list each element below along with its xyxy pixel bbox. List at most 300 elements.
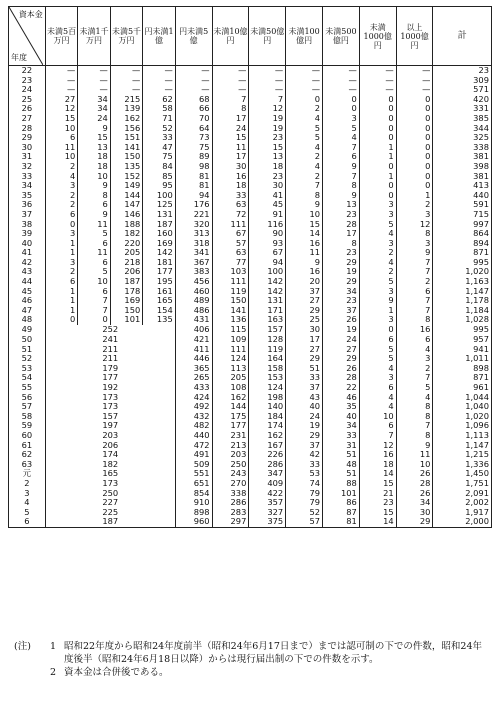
value-cell: 898 xyxy=(433,364,492,374)
value-cell: — xyxy=(45,66,77,76)
value-cell: 7 xyxy=(396,421,433,431)
value-cell: 187 xyxy=(143,220,175,230)
year-cell: 35 xyxy=(9,191,46,201)
value-cell: 162 xyxy=(110,114,142,124)
table-row xyxy=(9,354,492,364)
value-cell: 52 xyxy=(143,124,175,134)
value-cell: 34 xyxy=(78,104,110,114)
value-cell: 29 xyxy=(323,277,360,287)
value-cell: 101 xyxy=(110,315,142,325)
value-cell: 15 xyxy=(249,143,286,153)
value-cell: 1 xyxy=(45,248,77,258)
value-cell: 3 xyxy=(359,210,396,220)
header-row xyxy=(9,7,492,66)
table-row xyxy=(9,229,492,239)
value-cell: 1,113 xyxy=(433,431,492,441)
year-cell: 38 xyxy=(9,220,46,230)
value-cell: 71 xyxy=(143,114,175,124)
value-cell: 28 xyxy=(323,373,360,383)
value-cell: 165 xyxy=(143,296,175,306)
col-header: 円未満1億 xyxy=(143,7,175,66)
value-cell: 42 xyxy=(286,450,323,460)
value-cell: 398 xyxy=(433,162,492,172)
value-cell: 5 xyxy=(323,124,360,134)
value-cell: 424 xyxy=(175,393,212,403)
value-cell: 0 xyxy=(323,95,360,105)
value-cell: 0 xyxy=(78,315,110,325)
value-cell: 37 xyxy=(286,383,323,393)
value-cell: 227 xyxy=(45,498,175,508)
value-cell: 375 xyxy=(249,517,286,527)
value-cell: 98 xyxy=(175,162,212,172)
value-cell: 203 xyxy=(45,431,175,441)
value-cell: 0 xyxy=(359,104,396,114)
note-item xyxy=(14,640,490,666)
value-cell: 62 xyxy=(143,95,175,105)
note-text: 昭和22年度から昭和24年度前半（昭和24年6月17日まで）までは認可制の下での件数，昭和24年度後半（昭和24年6月18日以降）からは現行届出制の下での件数を示す。 xyxy=(64,641,482,665)
value-cell: 381 xyxy=(433,172,492,182)
year-cell: 27 xyxy=(9,114,46,124)
value-cell: 320 xyxy=(175,220,212,230)
value-cell: 10 xyxy=(359,412,396,422)
value-cell: 33 xyxy=(286,373,323,383)
value-cell: 188 xyxy=(110,220,142,230)
value-cell: 2 xyxy=(45,200,77,210)
value-cell: 103 xyxy=(212,267,249,277)
value-cell: 45 xyxy=(249,200,286,210)
value-cell: 47 xyxy=(143,143,175,153)
year-cell: 47 xyxy=(9,306,46,316)
value-cell: 40 xyxy=(323,412,360,422)
value-cell: — xyxy=(110,66,142,76)
value-cell: 18 xyxy=(212,181,249,191)
value-cell: 177 xyxy=(212,421,249,431)
value-cell: 3 xyxy=(45,181,77,191)
value-cell: 33 xyxy=(143,133,175,143)
value-cell: 2,091 xyxy=(433,489,492,499)
value-cell: 7 xyxy=(396,373,433,383)
value-cell: 167 xyxy=(249,441,286,451)
value-cell: 94 xyxy=(175,191,212,201)
value-cell: — xyxy=(212,66,249,76)
table-row xyxy=(9,421,492,431)
year-cell: 22 xyxy=(9,66,46,76)
value-cell: 10 xyxy=(396,460,433,470)
value-cell: 19 xyxy=(286,421,323,431)
table-row xyxy=(9,335,492,345)
value-cell: 1,020 xyxy=(433,412,492,422)
value-cell: 250 xyxy=(45,489,175,499)
corner-capital-label: 資本金 xyxy=(18,10,43,19)
value-cell: 6 xyxy=(396,335,433,345)
value-cell: 1,917 xyxy=(433,508,492,518)
table-row xyxy=(9,277,492,287)
value-cell: 221 xyxy=(175,210,212,220)
value-cell: 48 xyxy=(323,460,360,470)
value-cell: 347 xyxy=(249,469,286,479)
value-cell: 19 xyxy=(323,267,360,277)
value-cell: — xyxy=(249,66,286,76)
value-cell: 100 xyxy=(249,267,286,277)
value-cell: 211 xyxy=(45,354,175,364)
value-cell: 1,184 xyxy=(433,306,492,316)
value-cell: 12 xyxy=(249,104,286,114)
value-cell: — xyxy=(78,66,110,76)
value-cell: 871 xyxy=(433,373,492,383)
value-cell: 16 xyxy=(286,267,323,277)
value-cell: 67 xyxy=(249,248,286,258)
year-cell: 45 xyxy=(9,287,46,297)
value-cell: 70 xyxy=(175,114,212,124)
value-cell: 18 xyxy=(78,162,110,172)
value-cell: 4 xyxy=(359,364,396,374)
value-cell: 871 xyxy=(433,248,492,258)
value-cell: 338 xyxy=(433,143,492,153)
value-cell: 8 xyxy=(286,191,323,201)
year-cell: 2 xyxy=(9,479,46,489)
value-cell: 29 xyxy=(286,354,323,364)
value-cell: 15 xyxy=(359,508,396,518)
value-cell: 18 xyxy=(249,162,286,172)
value-cell: 142 xyxy=(249,277,286,287)
value-cell: 149 xyxy=(110,181,142,191)
value-cell: 0 xyxy=(45,315,77,325)
year-cell: 23 xyxy=(9,76,46,86)
value-cell: — xyxy=(45,85,77,95)
value-cell: 34 xyxy=(396,498,433,508)
value-cell: 33 xyxy=(323,431,360,441)
value-cell: 3 xyxy=(396,354,433,364)
year-cell: 49 xyxy=(9,325,46,335)
value-cell: 34 xyxy=(323,421,360,431)
value-cell: 9 xyxy=(396,248,433,258)
value-cell: 406 xyxy=(175,325,212,335)
value-cell: 24 xyxy=(286,412,323,422)
value-cell: 9 xyxy=(78,210,110,220)
value-cell: 77 xyxy=(212,258,249,268)
value-cell: 23 xyxy=(323,210,360,220)
value-cell: 158 xyxy=(249,364,286,374)
value-cell: 64 xyxy=(175,124,212,134)
value-cell: 14 xyxy=(359,469,396,479)
value-cell: 53 xyxy=(286,469,323,479)
value-cell: 864 xyxy=(433,229,492,239)
value-cell: 0 xyxy=(396,114,433,124)
value-cell: 162 xyxy=(249,431,286,441)
value-cell: 206 xyxy=(45,441,175,451)
value-cell: 24 xyxy=(323,335,360,345)
col-header: 未満50億円 xyxy=(249,7,286,66)
value-cell: 2 xyxy=(359,267,396,277)
value-cell: 220 xyxy=(110,239,142,249)
value-cell: 15 xyxy=(359,479,396,489)
value-cell: 8 xyxy=(323,181,360,191)
value-cell: — xyxy=(323,76,360,86)
value-cell: 9 xyxy=(396,441,433,451)
value-cell: 7 xyxy=(323,143,360,153)
value-cell: 1,751 xyxy=(433,479,492,489)
value-cell: 0 xyxy=(396,181,433,191)
value-cell: 309 xyxy=(433,76,492,86)
value-cell: 331 xyxy=(433,104,492,114)
value-cell: 2 xyxy=(45,267,77,277)
value-cell: 2,002 xyxy=(433,498,492,508)
value-cell: 894 xyxy=(433,239,492,249)
year-cell: 61 xyxy=(9,441,46,451)
year-cell: 26 xyxy=(9,104,46,114)
value-cell: 147 xyxy=(110,200,142,210)
value-cell: 7 xyxy=(396,258,433,268)
value-cell: 11 xyxy=(78,220,110,230)
value-cell: 446 xyxy=(175,354,212,364)
value-cell: 5 xyxy=(359,354,396,364)
col-header: 以上1000億円 xyxy=(396,7,433,66)
value-cell: 63 xyxy=(212,248,249,258)
value-cell: 164 xyxy=(249,354,286,364)
value-cell: 4 xyxy=(359,258,396,268)
value-cell: 95 xyxy=(143,181,175,191)
value-cell: 252 xyxy=(45,325,175,335)
col-header-total: 計 xyxy=(433,7,492,66)
value-cell: 9 xyxy=(286,258,323,268)
value-cell: 26 xyxy=(396,469,433,479)
value-cell: 34 xyxy=(78,95,110,105)
value-cell: 29 xyxy=(323,258,360,268)
table-row xyxy=(9,124,492,134)
value-cell: 2 xyxy=(359,248,396,258)
value-cell: — xyxy=(396,76,433,86)
value-cell: 215 xyxy=(110,95,142,105)
value-cell: 2,000 xyxy=(433,517,492,527)
value-cell: 413 xyxy=(433,181,492,191)
year-cell: 30 xyxy=(9,143,46,153)
value-cell: 225 xyxy=(45,508,175,518)
value-cell: 197 xyxy=(45,421,175,431)
value-cell: 551 xyxy=(175,469,212,479)
value-cell: 52 xyxy=(286,508,323,518)
year-cell: 51 xyxy=(9,345,46,355)
value-cell: 213 xyxy=(212,441,249,451)
value-cell: 68 xyxy=(175,95,212,105)
value-cell: 16 xyxy=(212,172,249,182)
notes xyxy=(14,640,490,679)
value-cell: 433 xyxy=(175,383,212,393)
table-row xyxy=(9,345,492,355)
value-cell: 286 xyxy=(249,460,286,470)
value-cell: 3 xyxy=(359,373,396,383)
value-cell: 1,096 xyxy=(433,421,492,431)
year-cell: 33 xyxy=(9,172,46,182)
value-cell: 203 xyxy=(212,450,249,460)
year-cell: 52 xyxy=(9,354,46,364)
value-cell: 961 xyxy=(433,383,492,393)
value-cell: 0 xyxy=(359,191,396,201)
value-cell: 2 xyxy=(45,191,77,201)
value-cell: 7 xyxy=(78,296,110,306)
value-cell: 2 xyxy=(45,162,77,172)
value-cell: 1 xyxy=(396,191,433,201)
year-cell: 43 xyxy=(9,267,46,277)
year-cell: 59 xyxy=(9,421,46,431)
year-cell: 34 xyxy=(9,181,46,191)
table-row xyxy=(9,383,492,393)
value-cell: 218 xyxy=(110,258,142,268)
value-cell: 367 xyxy=(175,258,212,268)
value-cell: 144 xyxy=(110,191,142,201)
value-cell: 0 xyxy=(396,124,433,134)
value-cell: 8 xyxy=(212,104,249,114)
value-cell: 10 xyxy=(45,152,77,162)
value-cell: 178 xyxy=(110,287,142,297)
year-cell: 31 xyxy=(9,152,46,162)
value-cell: 3 xyxy=(396,210,433,220)
value-cell: 131 xyxy=(249,296,286,306)
value-cell: 13 xyxy=(78,143,110,153)
value-cell: 34 xyxy=(323,287,360,297)
value-cell: 0 xyxy=(396,104,433,114)
value-cell: 241 xyxy=(45,335,175,345)
table-row xyxy=(9,104,492,114)
value-cell: 3 xyxy=(323,114,360,124)
value-cell: 1 xyxy=(359,172,396,182)
value-cell: 11 xyxy=(212,143,249,153)
table-row xyxy=(9,296,492,306)
value-cell: 2 xyxy=(286,152,323,162)
value-cell: 5 xyxy=(286,133,323,143)
value-cell: 4 xyxy=(45,172,77,182)
value-cell: 0 xyxy=(359,162,396,172)
col-header: 未満100億円 xyxy=(286,7,323,66)
value-cell: 651 xyxy=(175,479,212,489)
value-cell: 486 xyxy=(175,306,212,316)
value-cell: 5 xyxy=(359,220,396,230)
year-cell: 32 xyxy=(9,162,46,172)
value-cell: 206 xyxy=(110,267,142,277)
value-cell: 5 xyxy=(78,267,110,277)
value-cell: 33 xyxy=(286,460,323,470)
value-cell: 86 xyxy=(323,498,360,508)
table-row xyxy=(9,412,492,422)
value-cell: 9 xyxy=(323,191,360,201)
year-cell: 50 xyxy=(9,335,46,345)
col-header: 未満10億円 xyxy=(212,7,249,66)
value-cell: 344 xyxy=(433,124,492,134)
value-cell: 154 xyxy=(143,306,175,316)
value-cell: 3 xyxy=(359,200,396,210)
year-cell: 28 xyxy=(9,124,46,134)
table-row xyxy=(9,181,492,191)
table-row xyxy=(9,172,492,182)
value-cell: 136 xyxy=(212,315,249,325)
value-cell: 124 xyxy=(212,354,249,364)
value-cell: 0 xyxy=(359,181,396,191)
value-cell: 2 xyxy=(286,172,323,182)
merger-table-container xyxy=(8,6,492,528)
value-cell: 491 xyxy=(175,450,212,460)
value-cell: 0 xyxy=(396,172,433,182)
value-cell: — xyxy=(78,85,110,95)
value-cell: 10 xyxy=(78,172,110,182)
value-cell: 17 xyxy=(212,114,249,124)
value-cell: 14 xyxy=(286,229,323,239)
value-cell: 63 xyxy=(212,200,249,210)
value-cell: 43 xyxy=(286,393,323,403)
value-cell: 270 xyxy=(212,479,249,489)
value-cell: 119 xyxy=(212,287,249,297)
table-row xyxy=(9,258,492,268)
value-cell: 91 xyxy=(249,210,286,220)
col-header: 未満1千万円 xyxy=(78,7,110,66)
value-cell: 29 xyxy=(396,517,433,527)
value-cell: 1,163 xyxy=(433,277,492,287)
value-cell: 4 xyxy=(396,393,433,403)
value-cell: 23 xyxy=(323,248,360,258)
year-cell: 41 xyxy=(9,248,46,258)
value-cell: 6 xyxy=(323,152,360,162)
value-cell: 365 xyxy=(175,364,212,374)
value-cell: 15 xyxy=(78,133,110,143)
value-cell: 74 xyxy=(286,479,323,489)
table-row xyxy=(9,200,492,210)
value-cell: 23 xyxy=(359,498,396,508)
year-cell: 55 xyxy=(9,383,46,393)
value-cell: 139 xyxy=(110,104,142,114)
value-cell: 421 xyxy=(175,335,212,345)
note-number: 1 xyxy=(50,641,57,652)
value-cell: 160 xyxy=(143,229,175,239)
value-cell: 5 xyxy=(359,345,396,355)
value-cell: 13 xyxy=(323,200,360,210)
value-cell: 231 xyxy=(212,431,249,441)
value-cell: 11 xyxy=(286,248,323,258)
year-cell: 39 xyxy=(9,229,46,239)
value-cell: 338 xyxy=(212,489,249,499)
value-cell: 6 xyxy=(359,383,396,393)
value-cell: 3 xyxy=(359,287,396,297)
value-cell: 1,028 xyxy=(433,315,492,325)
value-cell: 9 xyxy=(286,200,323,210)
value-cell: 4 xyxy=(359,229,396,239)
year-cell: 36 xyxy=(9,200,46,210)
table-row xyxy=(9,373,492,383)
value-cell: 6 xyxy=(359,421,396,431)
value-cell: 19 xyxy=(323,325,360,335)
value-cell: 115 xyxy=(212,325,249,335)
table-row xyxy=(9,162,492,172)
col-header: 未満5百万円 xyxy=(45,7,77,66)
value-cell: 152 xyxy=(110,172,142,182)
value-cell: 7 xyxy=(78,306,110,316)
value-cell: 174 xyxy=(249,421,286,431)
value-cell: 111 xyxy=(212,277,249,287)
value-cell: 79 xyxy=(286,498,323,508)
value-cell: — xyxy=(143,85,175,95)
value-cell: — xyxy=(323,85,360,95)
value-cell: 283 xyxy=(212,508,249,518)
value-cell: 89 xyxy=(175,152,212,162)
value-cell: 1,215 xyxy=(433,450,492,460)
value-cell: — xyxy=(175,85,212,95)
value-cell: 81 xyxy=(175,181,212,191)
value-cell: 6 xyxy=(78,200,110,210)
value-cell: 0 xyxy=(396,143,433,153)
value-cell: 21 xyxy=(359,489,396,499)
value-cell: 57 xyxy=(212,239,249,249)
value-cell: 75 xyxy=(143,152,175,162)
value-cell: 7 xyxy=(359,431,396,441)
value-cell: 6 xyxy=(45,210,77,220)
value-cell: 591 xyxy=(433,200,492,210)
